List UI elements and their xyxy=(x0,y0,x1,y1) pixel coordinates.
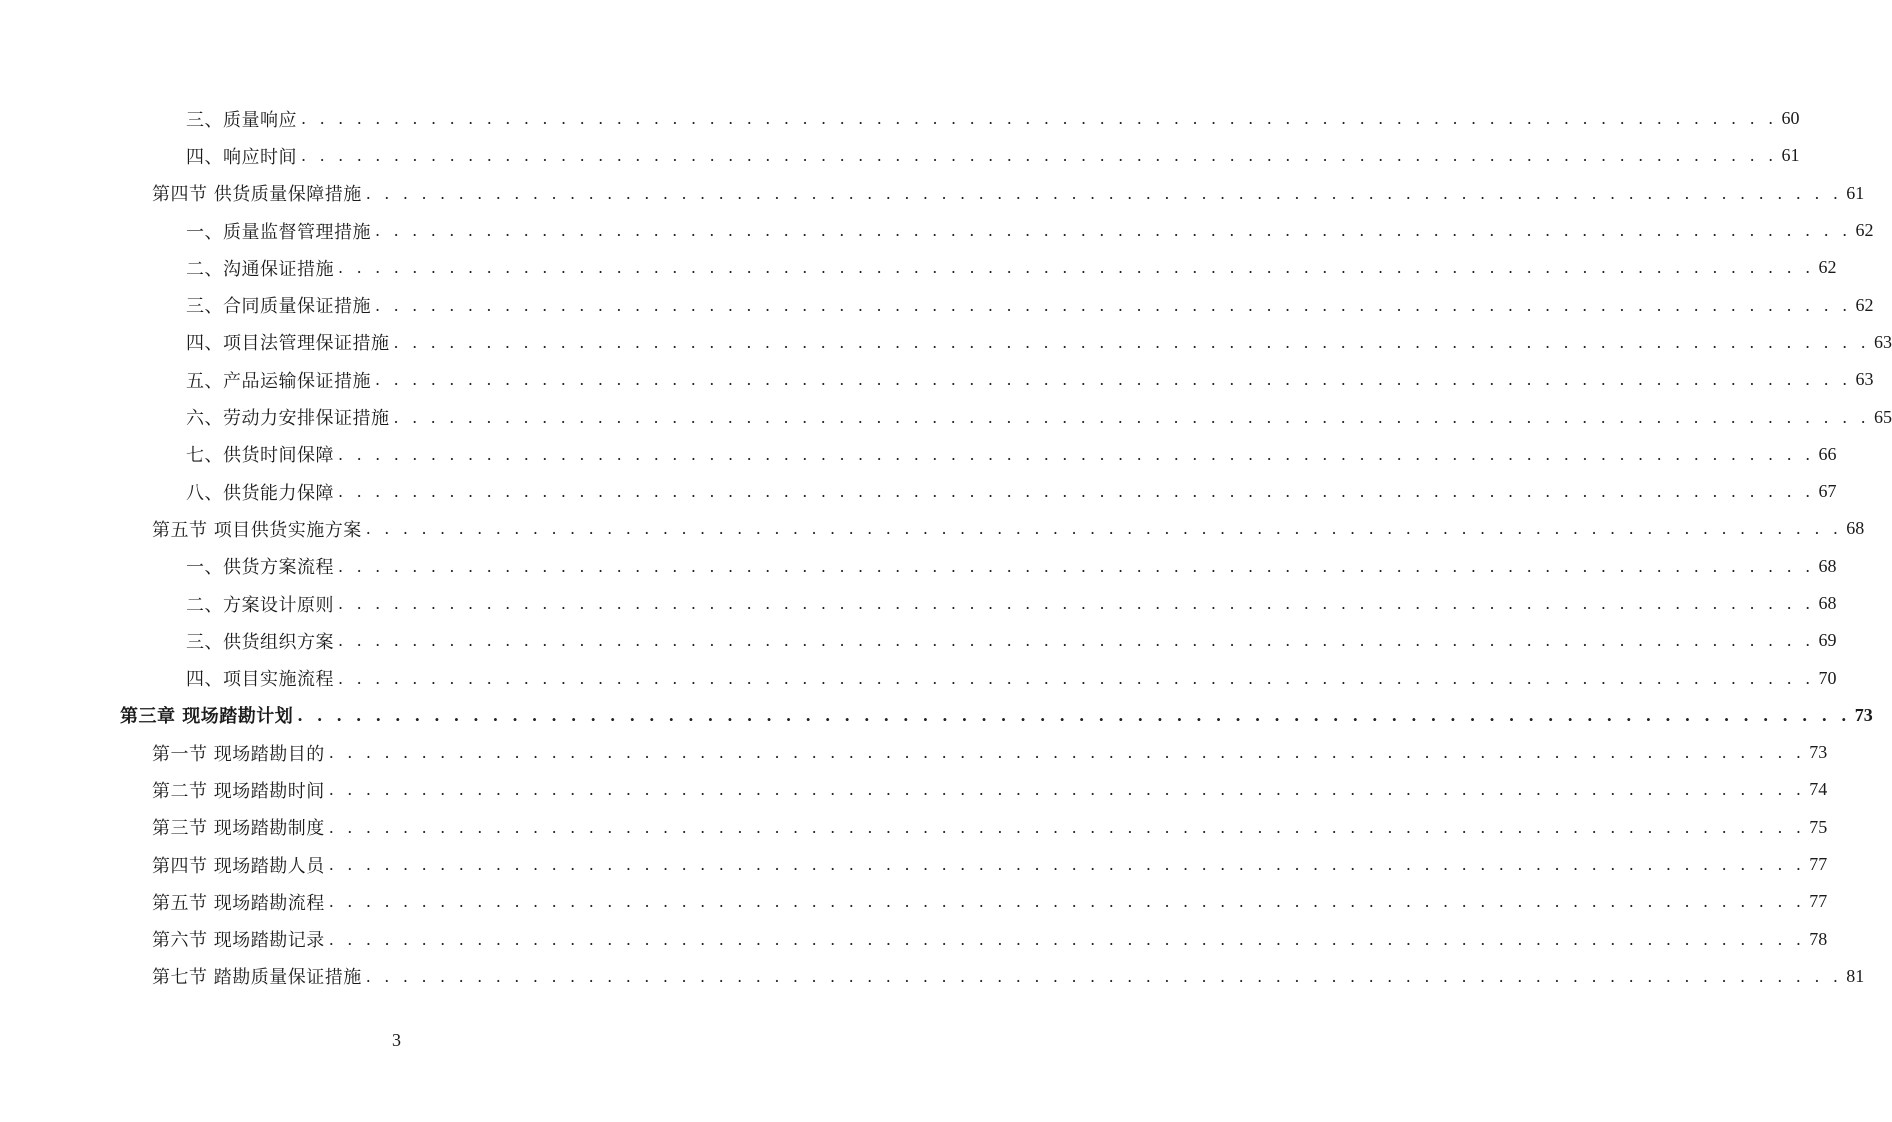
toc-entry-page: 73 xyxy=(1809,742,1828,763)
toc-entry[interactable] xyxy=(0,734,1828,771)
toc-entry[interactable] xyxy=(0,100,1800,137)
toc-entry-page: 69 xyxy=(1818,630,1837,651)
toc-entry-page: 73 xyxy=(1854,704,1873,725)
toc-entry[interactable] xyxy=(0,585,1837,622)
toc-entry-label: 三、供货组织方案 xyxy=(186,628,336,654)
toc-entry-page: 68 xyxy=(1846,518,1865,539)
toc-dot-leader: . . . . . . . . . . . . . . . . . . . . . . . . . . . . . . . . . . . . . . . . . . . . . . . . . . . . . . . . . . . . . . . . . . . . . . . . . . . . . . . . xyxy=(301,146,1778,166)
toc-entry-page: 75 xyxy=(1809,816,1828,837)
toc-dot-leader: . . . . . . . . . . . . . . . . . . . . . . . . . . . . . . . . . . . . . . . . . . . . . . . . . . . . . . . . . . . . . . . . . . . . . . . . . . . . . . . . xyxy=(365,183,1843,203)
toc-entry-page: 61 xyxy=(1846,182,1865,203)
toc-entry-label: 第三节 现场踏勘制度 xyxy=(152,814,327,840)
toc-entry-label: 四、项目实施流程 xyxy=(186,665,336,691)
toc-entry-page: 77 xyxy=(1809,854,1828,875)
toc-entry-label: 七、供货时间保障 xyxy=(186,441,336,467)
toc-entry[interactable] xyxy=(0,175,1865,212)
toc-dot-leader: . . . . . . . . . . . . . . . . . . . . . . . . . . . . . . . . . . . . . . . . . . . . . . . . . . . . . . . . . . . . . . . . . . . . . . . . . . . . . . . . xyxy=(338,556,1815,576)
toc-dot-leader: . . . . . . . . . . . . . . . . . . . . . . . . . . . . . . . . . . . . . . . . . . . . . . . . . . . . . . . . . . . . . . . . . . . . . . . . . . . . . . . . xyxy=(338,668,1815,688)
toc-entry-page: 63 xyxy=(1873,331,1892,352)
toc-dot-leader: . . . . . . . . . . . . . . . . . . . . . . . . . . . . . . . . . . . . . . . . . . . . . . . . . . . . . . . . . . . . . . . . . . . . . . . . . . . . . . . . xyxy=(297,705,1851,725)
toc-dot-leader: . . . . . . . . . . . . . . . . . . . . . . . . . . . . . . . . . . . . . . . . . . . . . . . . . . . . . . . . . . . . . . . . . . . . . . . . . . . . . . . . xyxy=(338,482,1815,502)
toc-entry-label: 一、供货方案流程 xyxy=(186,553,336,579)
toc-dot-leader: . . . . . . . . . . . . . . . . . . . . . . . . . . . . . . . . . . . . . . . . . . . . . . . . . . . . . . . . . . . . . . . . . . . . . . . . . . . . . . . . xyxy=(328,817,1806,837)
page-number: 3 xyxy=(392,1030,401,1050)
toc-entry-page: 68 xyxy=(1818,555,1837,576)
toc-entry-label: 八、供货能力保障 xyxy=(186,479,336,505)
toc-entry[interactable] xyxy=(0,659,1837,696)
toc-entry[interactable] xyxy=(0,361,1874,398)
toc-entry-page: 60 xyxy=(1781,108,1800,129)
toc-entry-page: 68 xyxy=(1818,593,1837,613)
toc-entry-label: 第四节 现场踏勘人员 xyxy=(152,852,327,878)
toc-entry[interactable] xyxy=(0,473,1837,510)
toc-entry[interactable] xyxy=(0,548,1837,585)
toc-entry[interactable] xyxy=(0,622,1837,659)
toc-dot-leader: . . . . . . . . . . . . . . . . . . . . . . . . . . . . . . . . . . . . . . . . . . . . . . . . . . . . . . . . . . . . . . . . . . . . . . . . . . . . . . . . xyxy=(393,407,1870,427)
toc-entry-page: 65 xyxy=(1873,406,1892,427)
toc-entry-page: 67 xyxy=(1818,481,1837,502)
toc-entry-label: 二、沟通保证措施 xyxy=(186,255,336,281)
toc-entry[interactable] xyxy=(0,212,1874,249)
toc-entry-page: 70 xyxy=(1818,667,1837,688)
toc-entry-label: 四、项目法管理保证措施 xyxy=(186,329,392,355)
table-of-contents xyxy=(0,100,1892,995)
toc-dot-leader: . . . . . . . . . . . . . . . . . . . . . . . . . . . . . . . . . . . . . . . . . . . . . . . . . . . . . . . . . . . . . . . . . . . . . . . . . . . . . . . . xyxy=(375,295,1852,315)
toc-dot-leader: . . . . . . . . . . . . . . . . . . . . . . . . . . . . . . . . . . . . . . . . . . . . . . . . . . . . . . . . . . . . . . . . . . . . . . . . . . . . . . . . xyxy=(375,221,1852,241)
toc-entry-label: 第五节 现场踏勘流程 xyxy=(152,889,327,915)
toc-entry-label: 第七节 踏勘质量保证措施 xyxy=(152,963,364,989)
toc-entry-page: 61 xyxy=(1781,145,1800,166)
toc-entry-page: 74 xyxy=(1809,779,1828,800)
toc-dot-leader: . . . . . . . . . . . . . . . . . . . . . . . . . . . . . . . . . . . . . . . . . . . . . . . . . . . . . . . . . . . . . . . . . . . . . . . . . . . . . . . . xyxy=(338,258,1815,278)
toc-dot-leader: . . . . . . . . . . . . . . . . . . . . . . . . . . . . . . . . . . . . . . . . . . . . . . . . . . . . . . . . . . . . . . . . . . . . . . . . . . . . . . . . xyxy=(338,444,1815,464)
toc-entry-label: 第三章 现场踏勘计划 xyxy=(120,702,295,728)
toc-entry[interactable] xyxy=(0,286,1874,323)
toc-dot-leader: . . . . . . . . . . . . . . . . . . . . . . . . . . . . . . . . . . . . . . . . . . . . . . . . . . . . . . . . . . . . . . . . . . . . . . . . . . . . . . . . xyxy=(365,519,1843,539)
toc-entry[interactable] xyxy=(0,249,1837,286)
toc-entry[interactable] xyxy=(0,324,1892,361)
toc-entry-page: 66 xyxy=(1818,443,1837,464)
toc-dot-leader: . . . . . . . . . . . . . . . . . . . . . . . . . . . . . . . . . . . . . . . . . . . . . . . . . . . . . . . . . . . . . . . . . . . . . . . . . . . . . . . . xyxy=(365,966,1843,986)
toc-dot-leader: . . . . . . . . . . . . . . . . . . . . . . . . . . . . . . . . . . . . . . . . . . . . . . . . . . . . . . . . . . . . . . . . . . . . . . . . . . . . . . . . xyxy=(328,780,1806,800)
toc-dot-leader: . . . . . . . . . . . . . . . . . . . . . . . . . . . . . . . . . . . . . . . . . . . . . . . . . . . . . . . . . . . . . . . . . . . . . . . . . . . . . . . . xyxy=(328,929,1806,949)
toc-dot-leader: . . . . . . . . . . . . . . . . . . . . . . . . . . . . . . . . . . . . . . . . . . . . . . . . . . . . . . . . . . . . . . . . . . . . . . . . . . . . . . . . xyxy=(301,109,1778,129)
toc-entry-page: 78 xyxy=(1809,928,1828,949)
toc-dot-leader: . . . . . . . . . . . . . . . . . . . . . . . . . . . . . . . . . . . . . . . . . . . . . . . . . . . . . . . . . . . . . . . . . . . . . . . . . . . . . . . . xyxy=(338,594,1815,613)
toc-entry-label: 一、质量监督管理措施 xyxy=(186,218,373,244)
toc-entry[interactable] xyxy=(0,809,1828,846)
toc-entry-label: 第二节 现场踏勘时间 xyxy=(152,777,327,803)
toc-entry[interactable] xyxy=(0,398,1892,435)
toc-entry[interactable] xyxy=(0,697,1873,734)
toc-entry[interactable] xyxy=(0,137,1800,174)
toc-entry-label: 四、响应时间 xyxy=(186,143,299,169)
toc-entry-page: 62 xyxy=(1818,257,1837,278)
toc-entry-label: 第六节 现场踏勘记录 xyxy=(152,926,327,952)
toc-entry-label: 三、合同质量保证措施 xyxy=(186,292,373,318)
toc-entry-label: 六、劳动力安排保证措施 xyxy=(186,404,392,430)
toc-dot-leader: . . . . . . . . . . . . . . . . . . . . . . . . . . . . . . . . . . . . . . . . . . . . . . . . . . . . . . . . . . . . . . . . . . . . . . . . . . . . . . . . xyxy=(393,332,1870,352)
toc-entry-label: 二、方案设计原则 xyxy=(186,591,336,617)
toc-entry[interactable] xyxy=(0,883,1828,920)
toc-entry-page: 81 xyxy=(1846,965,1865,986)
toc-entry-label: 第一节 现场踏勘目的 xyxy=(152,740,327,766)
toc-dot-leader: . . . . . . . . . . . . . . . . . . . . . . . . . . . . . . . . . . . . . . . . . . . . . . . . . . . . . . . . . . . . . . . . . . . . . . . . . . . . . . . . xyxy=(328,855,1806,875)
toc-entry[interactable] xyxy=(0,510,1865,547)
toc-entry[interactable] xyxy=(0,436,1837,473)
toc-dot-leader: . . . . . . . . . . . . . . . . . . . . . . . . . . . . . . . . . . . . . . . . . . . . . . . . . . . . . . . . . . . . . . . . . . . . . . . . . . . . . . . . xyxy=(338,631,1815,651)
toc-entry-label: 第五节 项目供货实施方案 xyxy=(152,516,364,542)
toc-dot-leader: . . . . . . . . . . . . . . . . . . . . . . . . . . . . . . . . . . . . . . . . . . . . . . . . . . . . . . . . . . . . . . . . . . . . . . . . . . . . . . . . xyxy=(328,743,1806,763)
toc-entry-label: 五、产品运输保证措施 xyxy=(186,367,373,393)
toc-dot-leader: . . . . . . . . . . . . . . . . . . . . . . . . . . . . . . . . . . . . . . . . . . . . . . . . . . . . . . . . . . . . . . . . . . . . . . . . . . . . . . . . xyxy=(375,370,1852,390)
toc-entry-page: 63 xyxy=(1855,369,1874,390)
toc-dot-leader: . . . . . . . . . . . . . . . . . . . . . . . . . . . . . . . . . . . . . . . . . . . . . . . . . . . . . . . . . . . . . . . . . . . . . . . . . . . . . . . . xyxy=(328,892,1806,912)
toc-entry[interactable] xyxy=(0,921,1828,958)
toc-entry[interactable] xyxy=(0,771,1828,808)
toc-entry[interactable] xyxy=(0,958,1865,995)
toc-entry[interactable] xyxy=(0,846,1828,883)
toc-entry-label: 三、质量响应 xyxy=(186,106,299,132)
toc-entry-label: 第四节 供货质量保障措施 xyxy=(152,180,364,206)
toc-entry-page: 62 xyxy=(1855,294,1874,315)
toc-entry-page: 77 xyxy=(1809,891,1828,912)
toc-entry-page: 62 xyxy=(1855,220,1874,241)
